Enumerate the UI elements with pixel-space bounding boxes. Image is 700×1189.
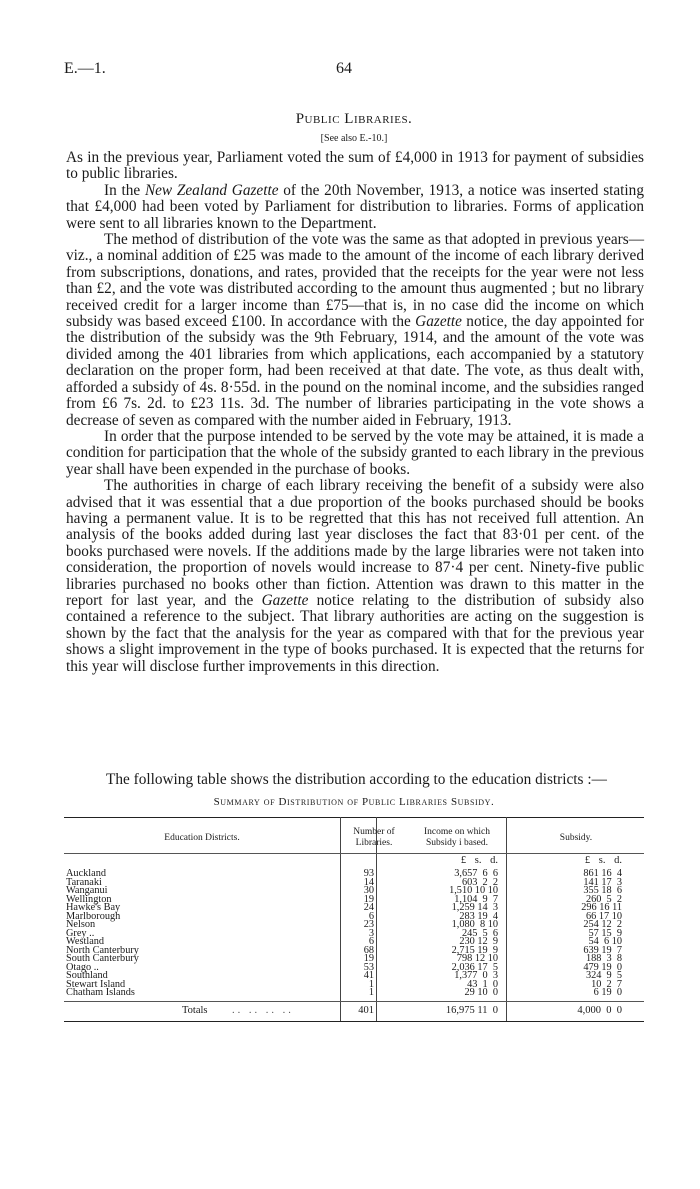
library-count: 68 xyxy=(363,944,374,956)
subsidy-value: 324 9 5 xyxy=(585,970,622,981)
totals-label: Totals xyxy=(182,1005,208,1016)
district-name: South Canterbury xyxy=(66,953,139,964)
library-count: 93 xyxy=(363,868,374,879)
library-count: 30 xyxy=(363,885,374,896)
library-count: 53 xyxy=(363,961,374,973)
district-name: Wellington xyxy=(66,893,112,905)
income-value: 29 10 0 xyxy=(464,987,498,998)
totals-row xyxy=(64,1005,644,1017)
header-rule xyxy=(64,853,644,854)
income-value: 283 19 4 xyxy=(459,910,498,922)
report-code: E.—1. xyxy=(64,60,106,77)
income-value: 1,259 14 3 xyxy=(451,902,498,913)
subsidy-value: 6 19 0 xyxy=(593,987,622,998)
district-name: Otago .. xyxy=(66,961,99,973)
header-libraries: Number of Libraries. xyxy=(353,827,395,848)
header-income: Income on which Subsidy i based. xyxy=(424,827,490,848)
subsidy-value: 188 3 8 xyxy=(585,953,622,964)
district-name: North Canterbury xyxy=(66,944,139,956)
district-name: Auckland xyxy=(66,868,107,879)
income-value: 1,510 10 10 xyxy=(449,885,498,896)
leader-dots: .. .. .. .. xyxy=(232,1005,294,1016)
district-name: Marlborough xyxy=(66,910,121,922)
subsidy-value: 57 15 9 xyxy=(588,927,622,939)
district-name: Nelson xyxy=(66,919,96,930)
section-title: Public Libraries. xyxy=(295,111,413,127)
see-also-note: [See also E.-10.] xyxy=(320,133,388,144)
district-name: Stewart Island xyxy=(66,978,126,990)
subsidy-units: £ s. d. xyxy=(584,855,622,866)
library-count: 23 xyxy=(363,919,374,930)
paragraph: In order that the purpose intended to be served by the vote may be attained, it is made a condition for participation that the whole of the subsidy granted to each library in the previous year shall have been expended in the purchase of books. xyxy=(66,427,644,478)
district-name: Grey .. xyxy=(66,927,95,939)
income-value: 798 12 10 xyxy=(456,953,498,964)
subsidy-value: 296 16 11 xyxy=(581,902,622,913)
paragraph: The authorities in charge of each library receiving the benefit of a subsidy were also advised that it was essential that a due proportion of the books purchased should be books having a permanent value. It is to be regretted that this has not received full attention. An analysis of the books added during last year discloses the fact that 83·01 per cent. of the books purchased were novels. If the additions made by the large libraries were not taken into consideration, the proportion of novels would increase to 87·4 per cent. Ninety-five public libraries purchased no books other than fiction. Attention was drawn to this matter in the report for last year, and the Gazette notice relating to the distribution of subsidy also contained a reference to the subject. That library authorities are acting on the suggestion is shown by the fact that the analysis for the year as compared with that for the previous year shows a slight improvement in the type of books purchased. It is expected that the returns for this year will disclose further improvements in this direction. xyxy=(66,477,644,675)
subsidy-value: 260 5 2 xyxy=(585,893,622,905)
table-top-rule xyxy=(64,817,644,818)
income-value: 2,036 17 5 xyxy=(451,961,498,973)
district-name: Chatham Islands xyxy=(66,987,135,998)
table-title: Summary of Distribution of Public Libraries Subsidy. xyxy=(213,796,495,808)
page-number: 64 xyxy=(336,60,352,77)
library-count: 6 xyxy=(368,910,374,922)
subsidy-value: 10 2 7 xyxy=(591,978,622,990)
paragraph: In the New Zealand Gazette of the 20th November, 1913, a notice was inserted stating that £4,000 had been voted by Parliament for distribution to libraries. Forms of application were sent to all libraries known to the Department. xyxy=(66,181,644,232)
district-name: Westland xyxy=(66,936,105,947)
table-bottom-rule xyxy=(64,1021,644,1022)
income-value: 230 12 9 xyxy=(459,936,498,947)
income-value: 2,715 19 9 xyxy=(451,944,498,956)
district-name: Wanganui xyxy=(66,885,108,896)
district-name: Hawke's Bay xyxy=(66,902,121,913)
library-count: 14 xyxy=(363,876,374,888)
totals-income: 16,975 11 0 xyxy=(445,1005,498,1016)
income-value: 245 5 6 xyxy=(461,927,498,939)
subsidy-table xyxy=(64,817,644,1022)
table-intro: The following table shows the distribution according to the education districts :— xyxy=(106,771,607,788)
income-value: 603 2 2 xyxy=(461,876,498,888)
table-row xyxy=(64,988,644,998)
income-value: 1,080 8 10 xyxy=(451,919,498,930)
body-text xyxy=(66,150,644,675)
totals-libraries: 401 xyxy=(358,1005,374,1016)
header-districts: Education Districts. xyxy=(164,833,240,843)
subsidy-value: 66 17 10 xyxy=(585,910,622,922)
totals-rule xyxy=(64,1001,644,1002)
subsidy-value: 54 6 10 xyxy=(588,936,622,947)
district-name: Southland xyxy=(66,970,108,981)
income-value: 3,657 6 6 xyxy=(454,868,498,879)
page-header xyxy=(64,60,644,80)
library-count: 1 xyxy=(368,978,374,990)
library-count: 24 xyxy=(363,902,374,913)
library-count: 3 xyxy=(368,927,374,939)
library-count: 1 xyxy=(368,987,374,998)
library-count: 19 xyxy=(363,953,374,964)
subsidy-value: 355 18 6 xyxy=(583,885,622,896)
library-count: 19 xyxy=(363,893,374,905)
income-value: 43 1 0 xyxy=(467,978,498,990)
paragraph: As in the previous year, Parliament voted the sum of £4,000 in 1913 for payment of subsidies to public libraries. xyxy=(66,149,644,183)
subsidy-value: 861 16 4 xyxy=(583,868,622,879)
library-count: 6 xyxy=(368,936,374,947)
income-value: 1,104 9 7 xyxy=(454,893,498,905)
paragraph: The method of distribution of the vote was the same as that adopted in previous years—viz., a nominal addition of £25 was made to the amount of the income of each library derived from subscriptions, donations, and rates, provided that the receipts for the year were not less than £2, and the vote was distributed according to the amount thus augmented ; but no library received credit for a larger income than £75—that is, in no case did the income on which subsidy was based exceed £100. In accordance with the Gazette notice, the day appointed for the distribution of the subsidy was the 9th February, 1914, and the amount of the vote was divided among the 401 libraries from which applications, each accompanied by a statutory declaration on the proper form, had been received at that date. The vote, as thus dealt with, afforded a subsidy of 4s. 8·55d. in the pound on the nominal income, and the subsidies ranged from £6 7s. 2d. to £23 11s. 3d. The number of libraries participating in the vote shows a decrease of seven as compared with the number aided in February, 1913. xyxy=(66,231,644,429)
subsidy-value: 479 19 0 xyxy=(583,961,622,973)
income-units: £ s. d. xyxy=(460,855,498,866)
district-name: Taranaki xyxy=(66,876,102,888)
header-subsidy: Subsidy. xyxy=(559,833,593,843)
income-value: 1,377 0 3 xyxy=(454,970,498,981)
totals-subsidy: 4,000 0 0 xyxy=(577,1005,622,1016)
subsidy-value: 639 19 7 xyxy=(583,944,622,956)
subsidy-value: 254 12 2 xyxy=(583,919,622,930)
library-count: 41 xyxy=(363,970,374,981)
subsidy-value: 141 17 3 xyxy=(583,876,622,888)
